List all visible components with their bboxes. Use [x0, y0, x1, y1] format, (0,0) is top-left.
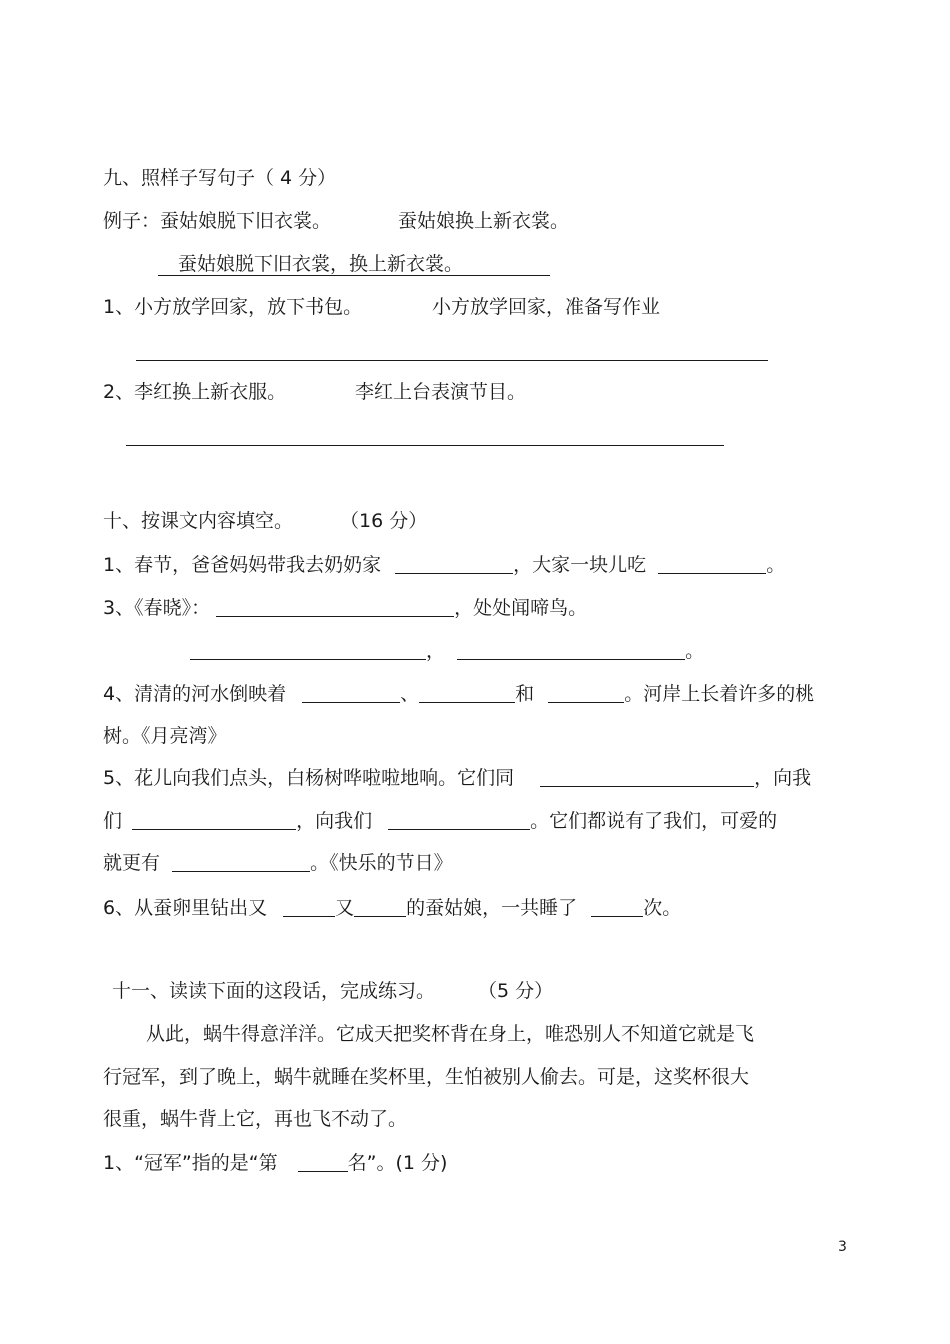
section-9-q1-b: 小方放学回家，准备写作业 — [432, 296, 661, 318]
blank[interactable] — [302, 684, 400, 703]
section-10-q4 — [103, 684, 814, 704]
section-10-title: 十、按课文内容填空。 — [103, 510, 294, 532]
q5-text-g: 。《快乐的节日》 — [310, 852, 453, 874]
example-answer-line — [158, 275, 550, 276]
section-11-paragraph-line-2: 行冠军，到了晚上，蜗牛就睡在奖杯里，生怕被别人偷去。可是，这奖杯很大 — [103, 1066, 750, 1088]
q4-text-c: 和 — [515, 683, 535, 705]
blank[interactable] — [388, 811, 530, 830]
q1-text-a: 1、春节，爸爸妈妈带我去奶奶家 — [103, 554, 382, 576]
section-10-q5-line-2 — [103, 811, 777, 831]
q3-text-b: ，处处闻啼鸟。 — [454, 597, 588, 619]
q5-text-e: 。它们都说有了我们，可爱的 — [530, 810, 778, 832]
q3-text-c: ， — [426, 640, 446, 662]
section-9-q2-a: 2、李红换上新衣服。 — [103, 381, 287, 403]
blank[interactable] — [132, 811, 296, 830]
section-10-q1 — [103, 555, 785, 575]
section-10-q3 — [103, 598, 587, 618]
example-label: 例子： — [103, 210, 161, 232]
q5-text-d: ，向我们 — [296, 810, 373, 832]
section-9-q2-b: 李红上台表演节目。 — [355, 381, 527, 403]
q6-text-d: 次。 — [643, 897, 682, 919]
blank[interactable] — [395, 555, 513, 574]
blank[interactable] — [419, 684, 515, 703]
section-11-paragraph-line-1: 从此，蜗牛得意洋洋。它成天把奖杯背在身上，唯恐别人不知道它就是飞 — [146, 1023, 755, 1045]
section-9-q1-a: 1、小方放学回家，放下书包。 — [103, 296, 363, 318]
blank[interactable] — [354, 898, 406, 917]
q4-text-b: 、 — [400, 683, 420, 705]
example-answer: 蚕姑娘脱下旧衣裳，换上新衣裳。 — [178, 253, 464, 275]
example-sentence-b: 蚕姑娘换上新衣裳。 — [398, 210, 570, 232]
blank[interactable] — [172, 853, 310, 872]
blank[interactable] — [540, 768, 754, 787]
blank[interactable] — [298, 1153, 348, 1172]
q3-text-d: 。 — [685, 640, 705, 662]
blank[interactable] — [283, 898, 335, 917]
q1-text-b: 名”。(1 分) — [347, 1152, 448, 1174]
q4-text-a: 4、清清的河水倒映着 — [103, 683, 287, 705]
blank[interactable] — [216, 598, 454, 617]
section-10-q6 — [103, 898, 681, 918]
q1-text-a: 1、“冠军”指的是“第 — [103, 1152, 278, 1174]
q5-text-c: 们 — [103, 810, 123, 832]
blank[interactable] — [548, 684, 624, 703]
section-9-q2-answer-line[interactable] — [126, 445, 724, 446]
section-9-example — [103, 212, 331, 231]
q4-text-d: 。河岸上长着许多的桃 — [624, 683, 815, 705]
section-10-score: （16 分） — [340, 510, 428, 532]
section-9-title: 九、照样子写句子（ 4 分） — [103, 167, 337, 189]
section-9-q1-answer-line[interactable] — [136, 360, 768, 361]
section-11-score: （5 分） — [478, 980, 554, 1002]
blank[interactable] — [457, 641, 685, 660]
example-sentence-a: 蚕姑娘脱下旧衣裳。 — [160, 210, 332, 232]
q6-text-b: 又 — [335, 897, 355, 919]
section-11-q1 — [103, 1153, 447, 1173]
blank[interactable] — [190, 641, 426, 660]
q5-text-f: 就更有 — [103, 852, 161, 874]
q5-text-b: ，向我 — [754, 767, 812, 789]
q5-text-a: 5、花儿向我们点头，白杨树哗啦啦地响。它们同 — [103, 767, 515, 789]
blank[interactable] — [591, 898, 643, 917]
section-10-q5-line-3 — [103, 853, 453, 873]
section-10-q5 — [103, 768, 811, 788]
page-number: 3 — [838, 1239, 847, 1255]
section-10-q3-line-2 — [190, 641, 704, 661]
q1-text-c: 。 — [766, 554, 786, 576]
section-11-paragraph-line-3: 很重，蜗牛背上它，再也飞不动了。 — [103, 1108, 408, 1130]
section-11-title: 十一、读读下面的这段话，完成练习。 — [112, 980, 436, 1002]
q6-text-c: 的蚕姑娘，一共睡了 — [406, 897, 578, 919]
section-10-q4-line-2: 树。《月亮湾》 — [103, 725, 227, 747]
q6-text-a: 6、从蚕卵里钻出又 — [103, 897, 268, 919]
q3-text-a: 3、《春晓》： — [103, 597, 211, 619]
q1-text-b: ，大家一块儿吃 — [513, 554, 647, 576]
blank[interactable] — [658, 555, 766, 574]
